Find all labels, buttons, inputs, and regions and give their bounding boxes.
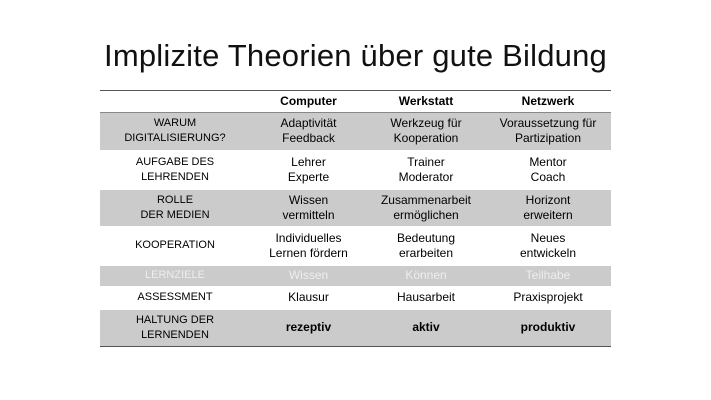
header-computer: Computer: [250, 91, 367, 113]
row-label: WARUM DIGITALISIERUNG?: [100, 113, 250, 151]
row-label: LERNZIELE: [100, 265, 250, 287]
row-label: ASSESSMENT: [100, 287, 250, 309]
table-cell: Bedeutung erarbeiten: [367, 227, 485, 265]
theories-table-container: [100, 90, 611, 347]
table-cell: Adaptivität Feedback: [250, 113, 367, 151]
table-cell: Voraussetzung für Partizipation: [485, 113, 611, 151]
row-label: KOOPERATION: [100, 227, 250, 265]
table-cell: produktiv: [485, 309, 611, 347]
table-cell: Können: [367, 265, 485, 287]
table-row-rolle-der-medien: [100, 189, 611, 227]
table-row-warum-digitalisierung: [100, 113, 611, 151]
table-cell: Teilhabe: [485, 265, 611, 287]
row-label: ROLLE DER MEDIEN: [100, 189, 250, 227]
table-row-aufgabe-des-lehrenden: [100, 151, 611, 189]
table-row-kooperation: [100, 227, 611, 265]
table-cell: aktiv: [367, 309, 485, 347]
table-cell: Individuelles Lernen fördern: [250, 227, 367, 265]
table-cell: Wissen: [250, 265, 367, 287]
table-cell: Wissen vermitteln: [250, 189, 367, 227]
table-cell: Neues entwickeln: [485, 227, 611, 265]
table-cell: Praxisprojekt: [485, 287, 611, 309]
table-cell: rezeptiv: [250, 309, 367, 347]
table-cell: Werkzeug für Kooperation: [367, 113, 485, 151]
table-cell: Zusammenarbeit ermöglichen: [367, 189, 485, 227]
table-row-lernziele: [100, 265, 611, 287]
table-row-assessment: [100, 287, 611, 309]
table-cell: Horizont erweitern: [485, 189, 611, 227]
row-label: HALTUNG DER LERNENDEN: [100, 309, 250, 347]
table-cell: Mentor Coach: [485, 151, 611, 189]
table-cell: Klausur: [250, 287, 367, 309]
slide-title: Implizite Theorien über gute Bildung: [104, 38, 607, 73]
theories-table: [100, 90, 611, 347]
header-werkstatt: Werkstatt: [367, 91, 485, 113]
header-empty: [100, 91, 250, 113]
table-cell: Trainer Moderator: [367, 151, 485, 189]
table-row-haltung-der-lernenden: [100, 309, 611, 347]
table-header-row: [100, 91, 611, 113]
table-cell: Hausarbeit: [367, 287, 485, 309]
header-netzwerk: Netzwerk: [485, 91, 611, 113]
row-label: AUFGABE DES LEHRENDEN: [100, 151, 250, 189]
table-cell: Lehrer Experte: [250, 151, 367, 189]
